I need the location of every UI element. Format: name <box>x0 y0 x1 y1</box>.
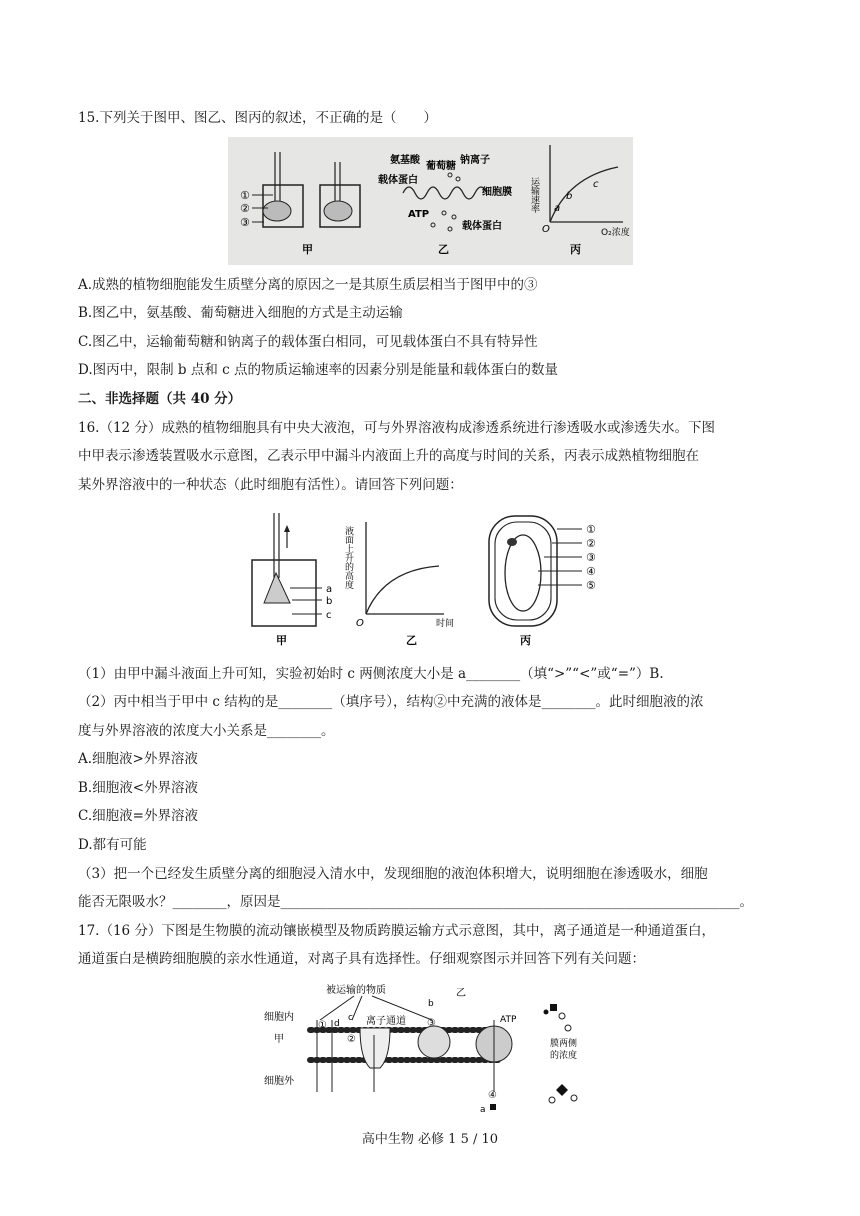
letter-a: a <box>480 1105 486 1112</box>
caption-bing: 丙 <box>570 243 581 256</box>
transported-label: 被运输的物质 <box>326 985 386 996</box>
lipid-bilayer <box>310 1030 502 1060</box>
conc-label-1: 膜两侧 <box>550 1039 578 1049</box>
label-2: ② <box>240 202 250 215</box>
q16-part-2-line-1: （2）丙中相当于甲中 c 结构的是________（填序号），结构②中充满的液体是________。此时细胞液的浓 <box>78 694 704 710</box>
cell-label-1: ① <box>586 523 596 536</box>
graph-xlabel: 时间 <box>436 619 455 629</box>
q15-option-d: D.图丙中，限制 b 点和 c 点的物质运输速率的因素分别是能量和载体蛋白的数量 <box>78 362 559 378</box>
circled-1: ① <box>318 1020 327 1031</box>
q17-figure-svg <box>262 980 592 1112</box>
point-c: c <box>593 179 599 190</box>
beaker-label-b: b <box>326 596 333 607</box>
point-b: b <box>566 191 573 202</box>
q15-stem: 15.下列关于图甲、图乙、图丙的叙述，不正确的是（ ） <box>78 110 437 126</box>
label-carrier-1: 载体蛋白 <box>378 175 418 186</box>
label-membrane: 细胞膜 <box>482 187 512 198</box>
letter-d: d <box>334 1019 340 1029</box>
label-carrier-2: 载体蛋白 <box>462 221 502 232</box>
graph-origin: O <box>542 224 550 235</box>
cell-label-4: ④ <box>586 565 596 578</box>
caption-yi: 乙 <box>406 634 417 647</box>
letter-b: b <box>428 999 434 1009</box>
graph-ylabel: 液面上升的高度 <box>343 526 353 589</box>
channel-label: 离子通道 <box>366 1016 406 1027</box>
rate-curve <box>550 167 618 222</box>
graph-xlabel: O₂浓度 <box>601 228 630 238</box>
carrier-protein-3 <box>418 1026 450 1058</box>
graph-origin: O <box>356 618 364 629</box>
label-1: ① <box>240 189 250 202</box>
q16-option-c: C.细胞液=外界溶液 <box>78 808 198 824</box>
beaker-label-c: c <box>326 610 332 621</box>
q17-figure <box>262 980 592 1112</box>
caption-yi: 乙 <box>438 243 449 256</box>
letter-c: c <box>348 1013 353 1023</box>
caption-bing: 丙 <box>520 634 531 647</box>
membrane-label: 甲 <box>274 1034 284 1045</box>
label-sodium: 钠离子 <box>460 155 490 166</box>
beaker-label-a: a <box>326 584 333 595</box>
q16-part-3-line-1: （3）把一个已经发生质壁分离的细胞浸入清水中，发现细胞的液泡体积增大，说明细胞在渗透吸水，细胞 <box>78 866 708 882</box>
cell-membrane-wave <box>403 187 487 199</box>
q16-part-3-line-2: 能否无限吸水？________，原因是____________________________________________________________________。 <box>78 894 753 910</box>
height-curve <box>366 566 439 614</box>
cell-label-3: ③ <box>586 551 596 564</box>
q16-stem-line-3: 某外界溶液中的一种状态（此时细胞有活性）。请回答下列问题： <box>78 477 463 493</box>
yi-label: 乙 <box>456 988 466 999</box>
q16-part-2-line-2: 度与外界溶液的浓度大小关系是________。 <box>78 723 335 739</box>
conc-label-2: 的浓度 <box>550 1051 578 1061</box>
q15-option-a: A.成熟的植物细胞能发生质壁分离的原因之一是其原生质层相当于图甲中的③ <box>78 277 538 293</box>
q15-option-b: B.图乙中，氨基酸、葡萄糖进入细胞的方式是主动运输 <box>78 305 403 321</box>
section-heading: 二、非选择题（共 40 分） <box>78 391 242 407</box>
inside-label: 细胞内 <box>264 1012 294 1023</box>
circled-4: ④ <box>488 1090 497 1101</box>
label-glucose: 葡萄糖 <box>426 161 456 172</box>
circled-3: ③ <box>427 1018 436 1029</box>
q17-stem-line-2: 通道蛋白是横跨细胞膜的亲水性通道，对离子具有选择性。仔细观察图示并回答下列有关问题： <box>78 951 645 967</box>
funnel <box>264 573 290 603</box>
q15-figure <box>228 137 633 265</box>
q16-figure-svg <box>244 508 616 650</box>
circled-2: ② <box>347 1034 356 1045</box>
atp-label: ATP <box>500 1015 517 1025</box>
funnel-2 <box>324 201 352 221</box>
cell-label-2: ② <box>586 537 596 550</box>
q16-option-d: D.都有可能 <box>78 837 147 853</box>
q15-option-c: C.图乙中，运输葡萄糖和钠离子的载体蛋白相同，可见载体蛋白不具有特异性 <box>78 334 538 350</box>
label-3: ③ <box>240 216 250 229</box>
nucleus <box>507 538 517 546</box>
q16-part-1: （1）由甲中漏斗液面上升可知，实验初始时 c 两侧浓度大小是 a________（填“>”“<”或“=”）B. <box>78 666 664 682</box>
outside-label: 细胞外 <box>264 1076 294 1087</box>
label-amino-acid: 氨基酸 <box>390 155 420 166</box>
vacuole <box>505 535 541 611</box>
q17-stem-line-1: 17.（16 分）下图是生物膜的流动镶嵌模型及物质跨膜运输方式示意图，其中，离子通道是一种通道蛋白， <box>78 923 715 939</box>
q16-option-b: B.细胞液<外界溶液 <box>78 780 199 796</box>
cell-label-5: ⑤ <box>586 579 596 592</box>
q16-stem-line-2: 中甲表示渗透装置吸水示意图，乙表示甲中漏斗内液面上升的高度与时间的关系，丙表示成熟植物细胞在 <box>78 448 699 464</box>
label-atp: ATP <box>408 209 430 220</box>
q15-figure-svg <box>228 137 633 265</box>
q16-stem-line-1: 16.（12 分）成熟的植物细胞具有中央大液泡，可与外界溶液构成渗透系统进行渗透吸水或渗透失水。下图 <box>78 420 715 436</box>
caption-jia: 甲 <box>276 634 287 647</box>
point-a: a <box>554 203 561 214</box>
q16-option-a: A.细胞液>外界溶液 <box>78 751 198 767</box>
page-footer: 高中生物 必修 1 5 / 10 <box>361 1132 499 1147</box>
graph-ylabel: 运输速率 <box>529 177 539 213</box>
funnel-1 <box>263 201 291 221</box>
caption-jia: 甲 <box>302 243 313 256</box>
q16-figure <box>244 508 616 650</box>
